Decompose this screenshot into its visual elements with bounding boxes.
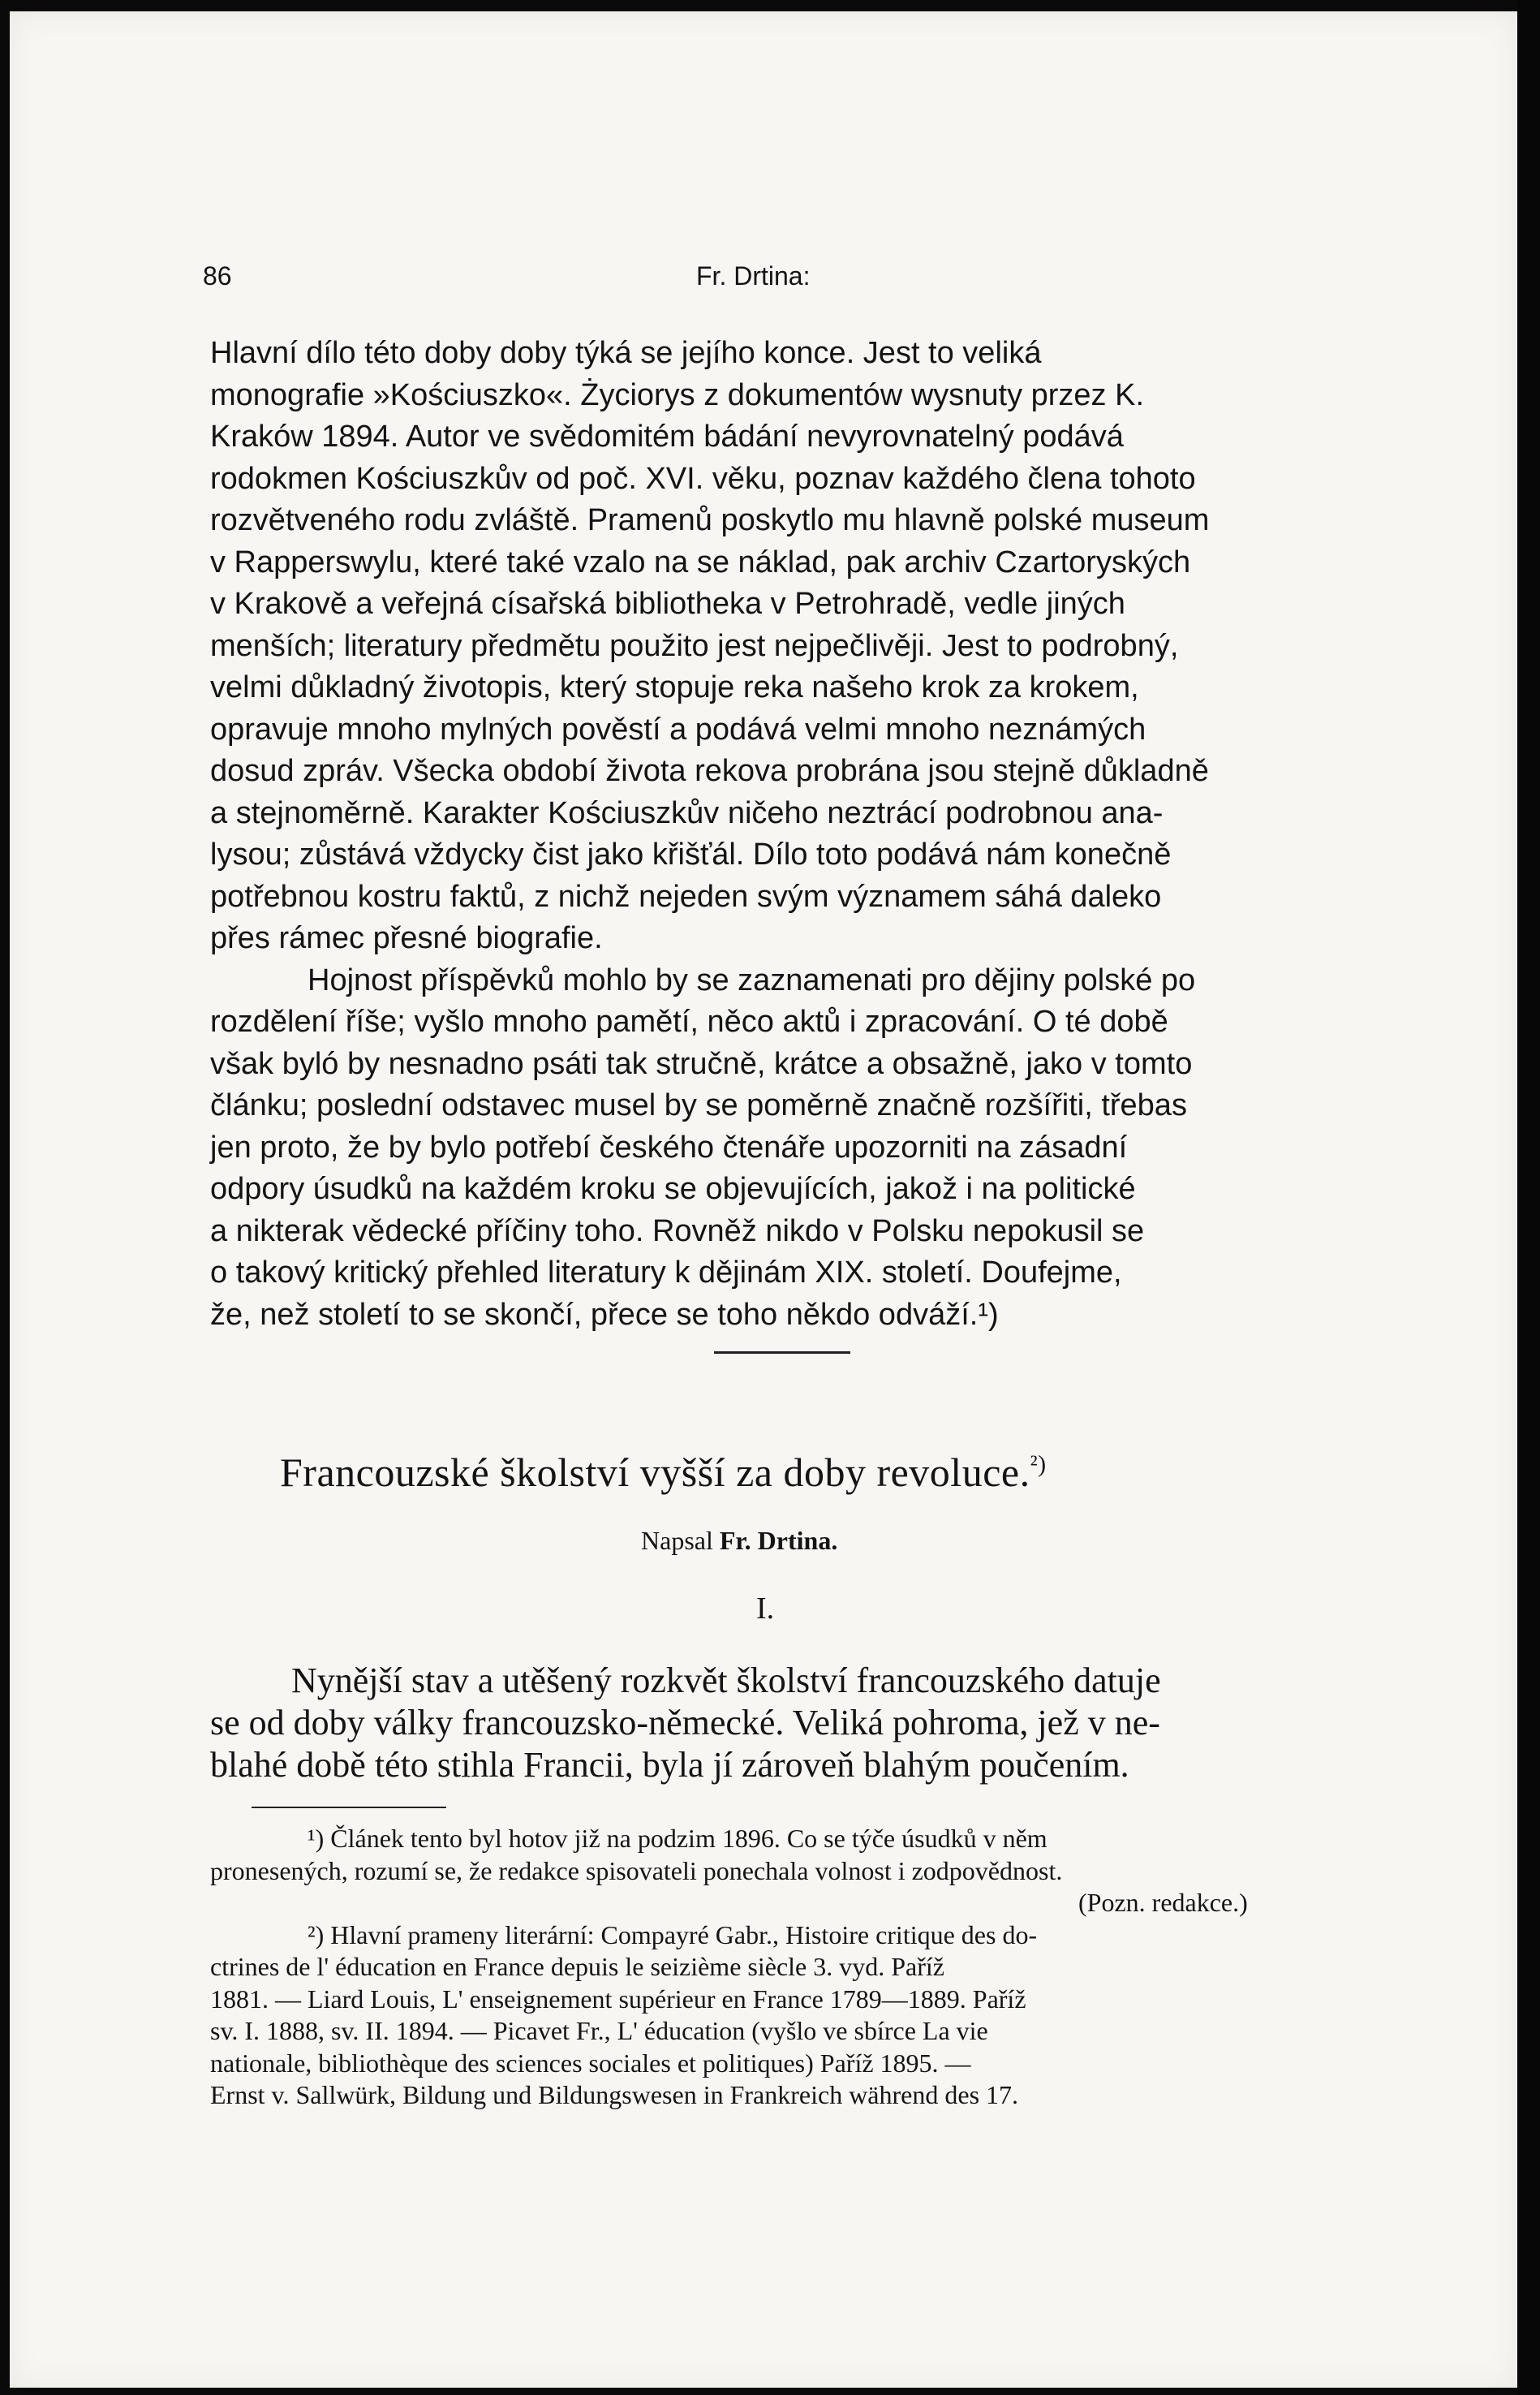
text-line: Hlavní dílo této doby doby týká se jejího konce. Jest to veliká xyxy=(210,336,1042,370)
running-title: Fr. Drtina: xyxy=(696,261,811,291)
footnote-line: ctrines de l' éducation en France depuis le seizième siècle 3. vyd. Paříž xyxy=(210,1952,944,1981)
text-line: se od doby války francouzsko-německé. Veliká pohroma, jež v ne- xyxy=(210,1703,1160,1742)
text-line: v Rapperswylu, které také vzalo na se náklad, pak archiv Czartoryských xyxy=(210,545,1191,579)
text-line: o takový kritický přehled literatury k dějinám XIX. století. Doufejme, xyxy=(210,1256,1122,1290)
section-divider xyxy=(714,1351,850,1354)
text-line: že, než století to se skončí, přece se toho někdo odváží.¹) xyxy=(210,1297,999,1332)
text-line: potřebnou kostru faktů, z nichž nejeden svým významem sáhá daleko xyxy=(210,879,1162,914)
section-title-text: Francouzské školství vyšší za doby revoluce. xyxy=(280,1449,1030,1495)
page-number: 86 xyxy=(203,261,232,291)
text-line: monografie »Kościuszko«. Życiorys z dokumentów wysnuty przez K. xyxy=(210,377,1145,412)
text-line: v Krakově a veřejná císařská bibliotheka v Petrohradě, vedle jiných xyxy=(210,587,1125,621)
footnote-line: nationale, bibliothèque des sciences sociales et politiques) Paříž 1895. — xyxy=(210,2048,971,2078)
byline xyxy=(641,1526,837,1556)
scan-edge xyxy=(1517,0,1540,2395)
footnote-line: sv. I. 1888, sv. II. 1894. — Picavet Fr., L' éducation (vyšlo ve sbírce La vie xyxy=(210,2016,988,2045)
text-line: opravuje mnoho mylných pověstí a podává velmi mnoho neznámých xyxy=(210,712,1146,747)
text-line: Hojnost příspěvků mohlo by se zaznamenati pro dějiny polské po xyxy=(308,963,1196,997)
text-line: blahé době této stihla Francii, byla jí zároveň blahým poučením. xyxy=(210,1745,1129,1785)
text-line: jen proto, že by bylo potřebí českého čtenáře upozorniti na zásadní xyxy=(210,1130,1128,1165)
text-line: odpory úsudků na každém kroku se objevujících, jakož i na politické xyxy=(210,1172,1136,1206)
text-line: Kraków 1894. Autor ve svědomitém bádání nevyrovnatelný podává xyxy=(210,420,1124,454)
part-numeral: I. xyxy=(756,1592,775,1626)
footnote-line: Ernst v. Sallwürk, Bildung und Bildungswesen in Frankreich während des 17. xyxy=(210,2080,1019,2109)
footnote-line: 1881. — Liard Louis, L' enseignement supérieur en France 1789—1889. Paříž xyxy=(210,1984,1026,2014)
text-line: rodokmen Kościuszkův od poč. XVI. věku, poznav každého člena tohoto xyxy=(210,461,1196,496)
text-line: však byló by nesnadno psáti tak stručně, krátce a obsažně, jako v tomto xyxy=(210,1046,1193,1081)
text-line: rozdělení říše; vyšlo mnoho pamětí, něco aktů i zpracování. O té době xyxy=(210,1005,1168,1039)
section-title xyxy=(280,1449,1047,1496)
text-line: Nynější stav a utěšený rozkvět školství francouzského datuje xyxy=(291,1661,1161,1700)
text-line: a nikterak vědecké příčiny toho. Rovněž nikdo v Polsku nepokusil se xyxy=(210,1213,1145,1248)
text-line: velmi důkladný životopis, který stopuje reka našeho krok za krokem, xyxy=(210,670,1139,704)
text-line: přes rámec přesné biografie. xyxy=(210,921,603,955)
text-line: dosud zpráv. Všecka období života rekova probrána jsou stejně důkladně xyxy=(210,754,1209,788)
text-line: a stejnoměrně. Karakter Kościuszkův ničeho neztrácí podrobnou ana- xyxy=(210,795,1164,830)
text-line: rozvětveného rodu zvláště. Pramenů poskytlo mu hlavně polské museum xyxy=(210,503,1210,537)
footnote-line: pronesených, rozumí se, že redakce spisovateli ponechala volnost i zodpovědnost. xyxy=(210,1855,1063,1885)
footnote-line: ¹) Článek tento byl hotov již na podzim 1896. Co se týče úsudků v něm xyxy=(308,1824,1047,1853)
footnote-line: (Pozn. redakce.) xyxy=(1078,1888,1248,1917)
footnote-line: ²) Hlavní prameny literární: Compayré Gabr., Histoire critique des do- xyxy=(308,1919,1038,1949)
byline-prefix: Napsal xyxy=(641,1526,713,1555)
text-line: lysou; zůstává vždycky čist jako křišťál. Dílo toto podává nám konečně xyxy=(210,838,1172,872)
text-line: článku; poslední odstavec musel by se poměrně značně rozšířiti, třebas xyxy=(210,1088,1187,1122)
byline-author: Fr. Drtina. xyxy=(719,1526,838,1555)
section-title-note: ²) xyxy=(1030,1450,1047,1478)
text-line: menších; literatury předmětu použito jest nejpečlivěji. Jest to podrobný, xyxy=(210,628,1179,663)
footnote-rule xyxy=(252,1807,446,1808)
